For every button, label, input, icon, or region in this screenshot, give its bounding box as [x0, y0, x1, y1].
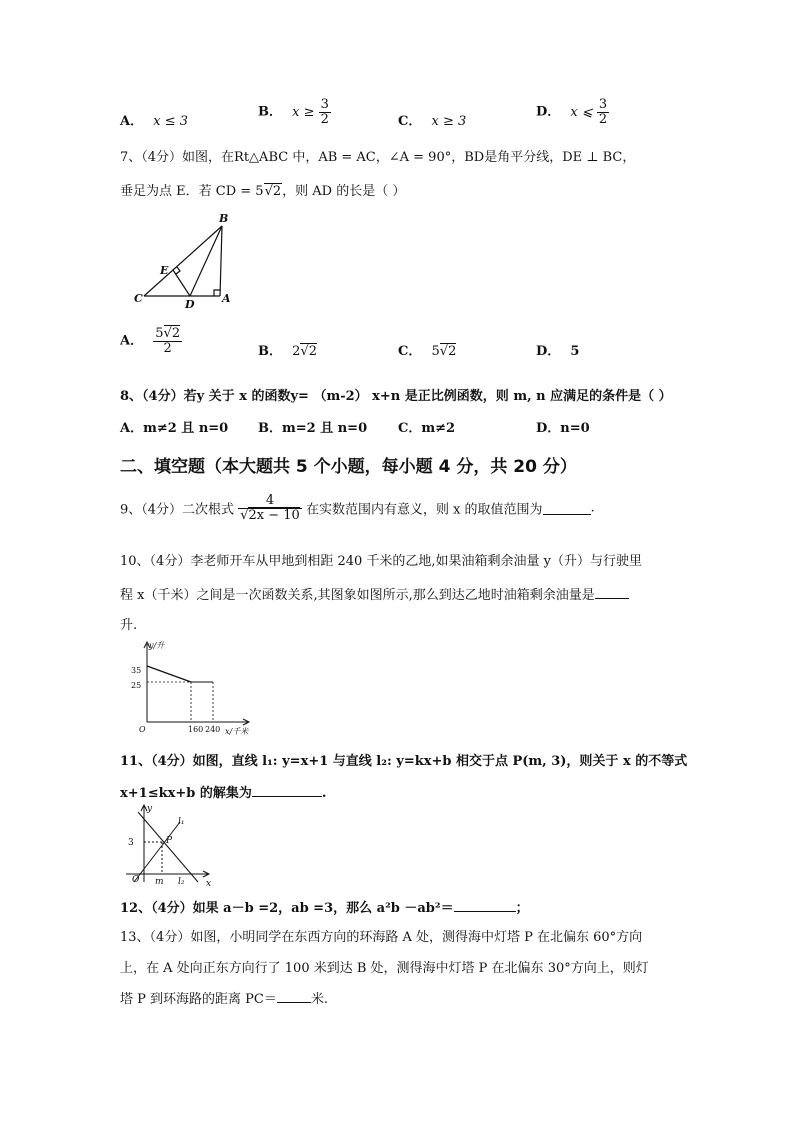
radicand: 2 — [448, 344, 457, 359]
numerator: 3 — [320, 97, 329, 112]
radical: √2 — [300, 344, 317, 359]
line-l2 — [138, 812, 198, 882]
option-text: x ⩽ — [570, 104, 593, 120]
radicand: 2 — [171, 326, 181, 341]
option-label: A． — [120, 333, 144, 349]
q10-line2-text: 程 x（千米）之间是一次函数关系,其图象如图所示,那么到达乙地时油箱剩余油量是 — [120, 588, 595, 603]
q13-line3-post: 米. — [310, 992, 328, 1007]
answer-blank[interactable] — [543, 502, 591, 515]
q7-post: ，则 AD 的长是（ ） — [282, 184, 406, 199]
q8-option-d: D．n=0 — [536, 421, 590, 436]
q8-stem: 8、（4分）若y 关于 x 的函数y= （m-2） x+n 是正比例函数，则 m, n 应满足的条件是（ ） — [120, 389, 672, 404]
q7-option-d — [536, 340, 579, 359]
q10-line3: 升. — [120, 618, 138, 633]
option-label: C． — [398, 344, 422, 359]
fraction — [238, 494, 302, 522]
label-a: A — [222, 292, 231, 305]
answer-blank[interactable] — [277, 990, 311, 1003]
option-text: x ≥ 3 — [431, 114, 467, 129]
q7-stem-line1: 7、（4分）如图，在Rt△ABC 中，AB = AC，∠A = 90°，BD是角平分线，DE ⊥ BC， — [120, 150, 636, 165]
q7-radical: √2 — [264, 184, 282, 199]
series-line — [147, 666, 191, 682]
q7-radicand: 2 — [272, 184, 282, 199]
coefficient: 2 — [292, 344, 301, 359]
q7-pre: 垂足为点 E．若 CD = 5 — [120, 184, 264, 199]
numerator: 3 — [598, 97, 608, 112]
denominator: √2x − 10 — [240, 507, 300, 523]
segment-bd — [190, 226, 222, 296]
fraction — [597, 98, 609, 126]
option-label: C． — [398, 114, 422, 129]
radicand: 2 — [308, 344, 317, 359]
label-b: B — [219, 212, 229, 225]
line-l1 — [134, 822, 180, 882]
q13-line3-pre: 塔 P 到环海路的距离 PC＝ — [120, 992, 277, 1007]
option-label: B． — [258, 344, 282, 359]
denominator: 2 — [598, 111, 608, 127]
side-ab — [220, 226, 222, 296]
three-label: 3 — [128, 838, 134, 848]
option-label: D． — [536, 104, 561, 120]
q13-line3 — [120, 988, 328, 1007]
numerator — [153, 327, 182, 342]
y-label: y — [147, 804, 153, 814]
q6-option-a — [120, 110, 188, 129]
origin-label: O — [132, 875, 140, 885]
fraction — [153, 327, 182, 355]
q9-stem — [120, 494, 595, 522]
q7-option-c — [398, 340, 456, 359]
q12-end: ； — [515, 901, 529, 916]
x-tick-240: 240 — [205, 725, 221, 734]
denominator: 2 — [320, 111, 329, 127]
q8-option-a: A．m≠2 且 n=0 — [120, 421, 229, 436]
q12-text: 12、（4分）如果 a－b =2，ab =3，那么 a²b －ab²＝ — [120, 901, 454, 916]
label-c: C — [134, 292, 143, 305]
m-label: m — [155, 877, 164, 887]
q10-graph — [125, 638, 270, 738]
answer-blank[interactable] — [595, 586, 629, 599]
q7-option-b — [258, 340, 317, 359]
option-label: D． — [536, 344, 561, 359]
label-e: E — [160, 264, 169, 277]
q12-stem — [120, 897, 529, 916]
y-tick-25: 25 — [131, 681, 142, 690]
q11-line2 — [120, 782, 326, 801]
option-text: 5 — [570, 344, 580, 359]
q10-line1: 10、（4分）李老师开车从甲地到相距 240 千米的乙地,如果油箱剩余油量 y（升）与行驶里 — [120, 554, 643, 569]
option-label: A． — [120, 114, 144, 129]
section-title: 二、填空题（本大题共 5 个小题，每小题 4 分，共 20 分） — [120, 457, 577, 477]
q7-stem-line2 — [120, 180, 405, 199]
origin-label: O — [139, 725, 146, 734]
option-text: x ≥ — [292, 104, 315, 120]
answer-blank[interactable] — [252, 784, 322, 797]
q8-option-b: B．m=2 且 n=0 — [258, 421, 368, 436]
q7-option-a — [120, 327, 182, 355]
numerator: 4 — [238, 494, 302, 509]
denominator: 2 — [163, 340, 172, 356]
l2-label: l₂ — [178, 877, 185, 887]
q9-pre: 9、（4分）二次根式 — [120, 502, 235, 518]
q11-line1: 11、（4分）如图，直线 l₁: y=x+1 与直线 l₂: y=kx+b 相交于点 P(m, 3)，则关于 x 的不等式 — [120, 754, 688, 769]
x-axis-label: x/千米 — [225, 727, 249, 736]
q9-post: 在实数范围内有意义，则 x 的取值范围为 — [305, 502, 543, 518]
q13-line1: 13、（4分）如图，小明同学在东西方向的环海路 A 处，测得海中灯塔 P 在北偏东 60°方向 — [120, 930, 643, 945]
y-axis-label: y/升 — [149, 641, 165, 650]
fraction — [319, 98, 331, 126]
coefficient: 5 — [155, 326, 164, 341]
segment-de — [173, 270, 190, 296]
coefficient: 5 — [431, 344, 440, 359]
q10-line2 — [120, 584, 629, 603]
x-tick-160: 160 — [188, 725, 204, 734]
right-angle-a — [214, 290, 220, 296]
q13-line2: 上，在 A 处向正东方向行了 100 米到达 B 处，测得海中灯塔 P 在北偏东 30°方向上，则灯 — [120, 961, 649, 976]
y-tick-35: 35 — [131, 666, 142, 675]
label-d: D — [185, 298, 195, 310]
q7-triangle-figure — [130, 210, 240, 310]
q11-end: . — [321, 786, 327, 801]
right-angle-e — [176, 267, 180, 274]
x-label: x — [206, 879, 212, 889]
radical: √2 — [163, 326, 181, 341]
q6-option-c — [398, 110, 466, 129]
q11-figure — [122, 802, 217, 890]
answer-blank[interactable] — [454, 899, 516, 912]
option-text: x ≤ 3 — [153, 114, 188, 129]
option-label: B． — [258, 104, 282, 120]
p-label: P — [166, 836, 173, 846]
q11-line2-text: x+1≤kx+b 的解集为 — [120, 786, 252, 801]
q9-end: . — [590, 500, 595, 516]
radical: √2 — [439, 344, 457, 359]
l1-label: l₁ — [178, 817, 185, 827]
q6-option-d — [536, 98, 609, 126]
q8-option-c: C．m≠2 — [398, 421, 456, 436]
radicand: 2x − 10 — [248, 507, 300, 523]
q6-option-b — [258, 98, 331, 126]
